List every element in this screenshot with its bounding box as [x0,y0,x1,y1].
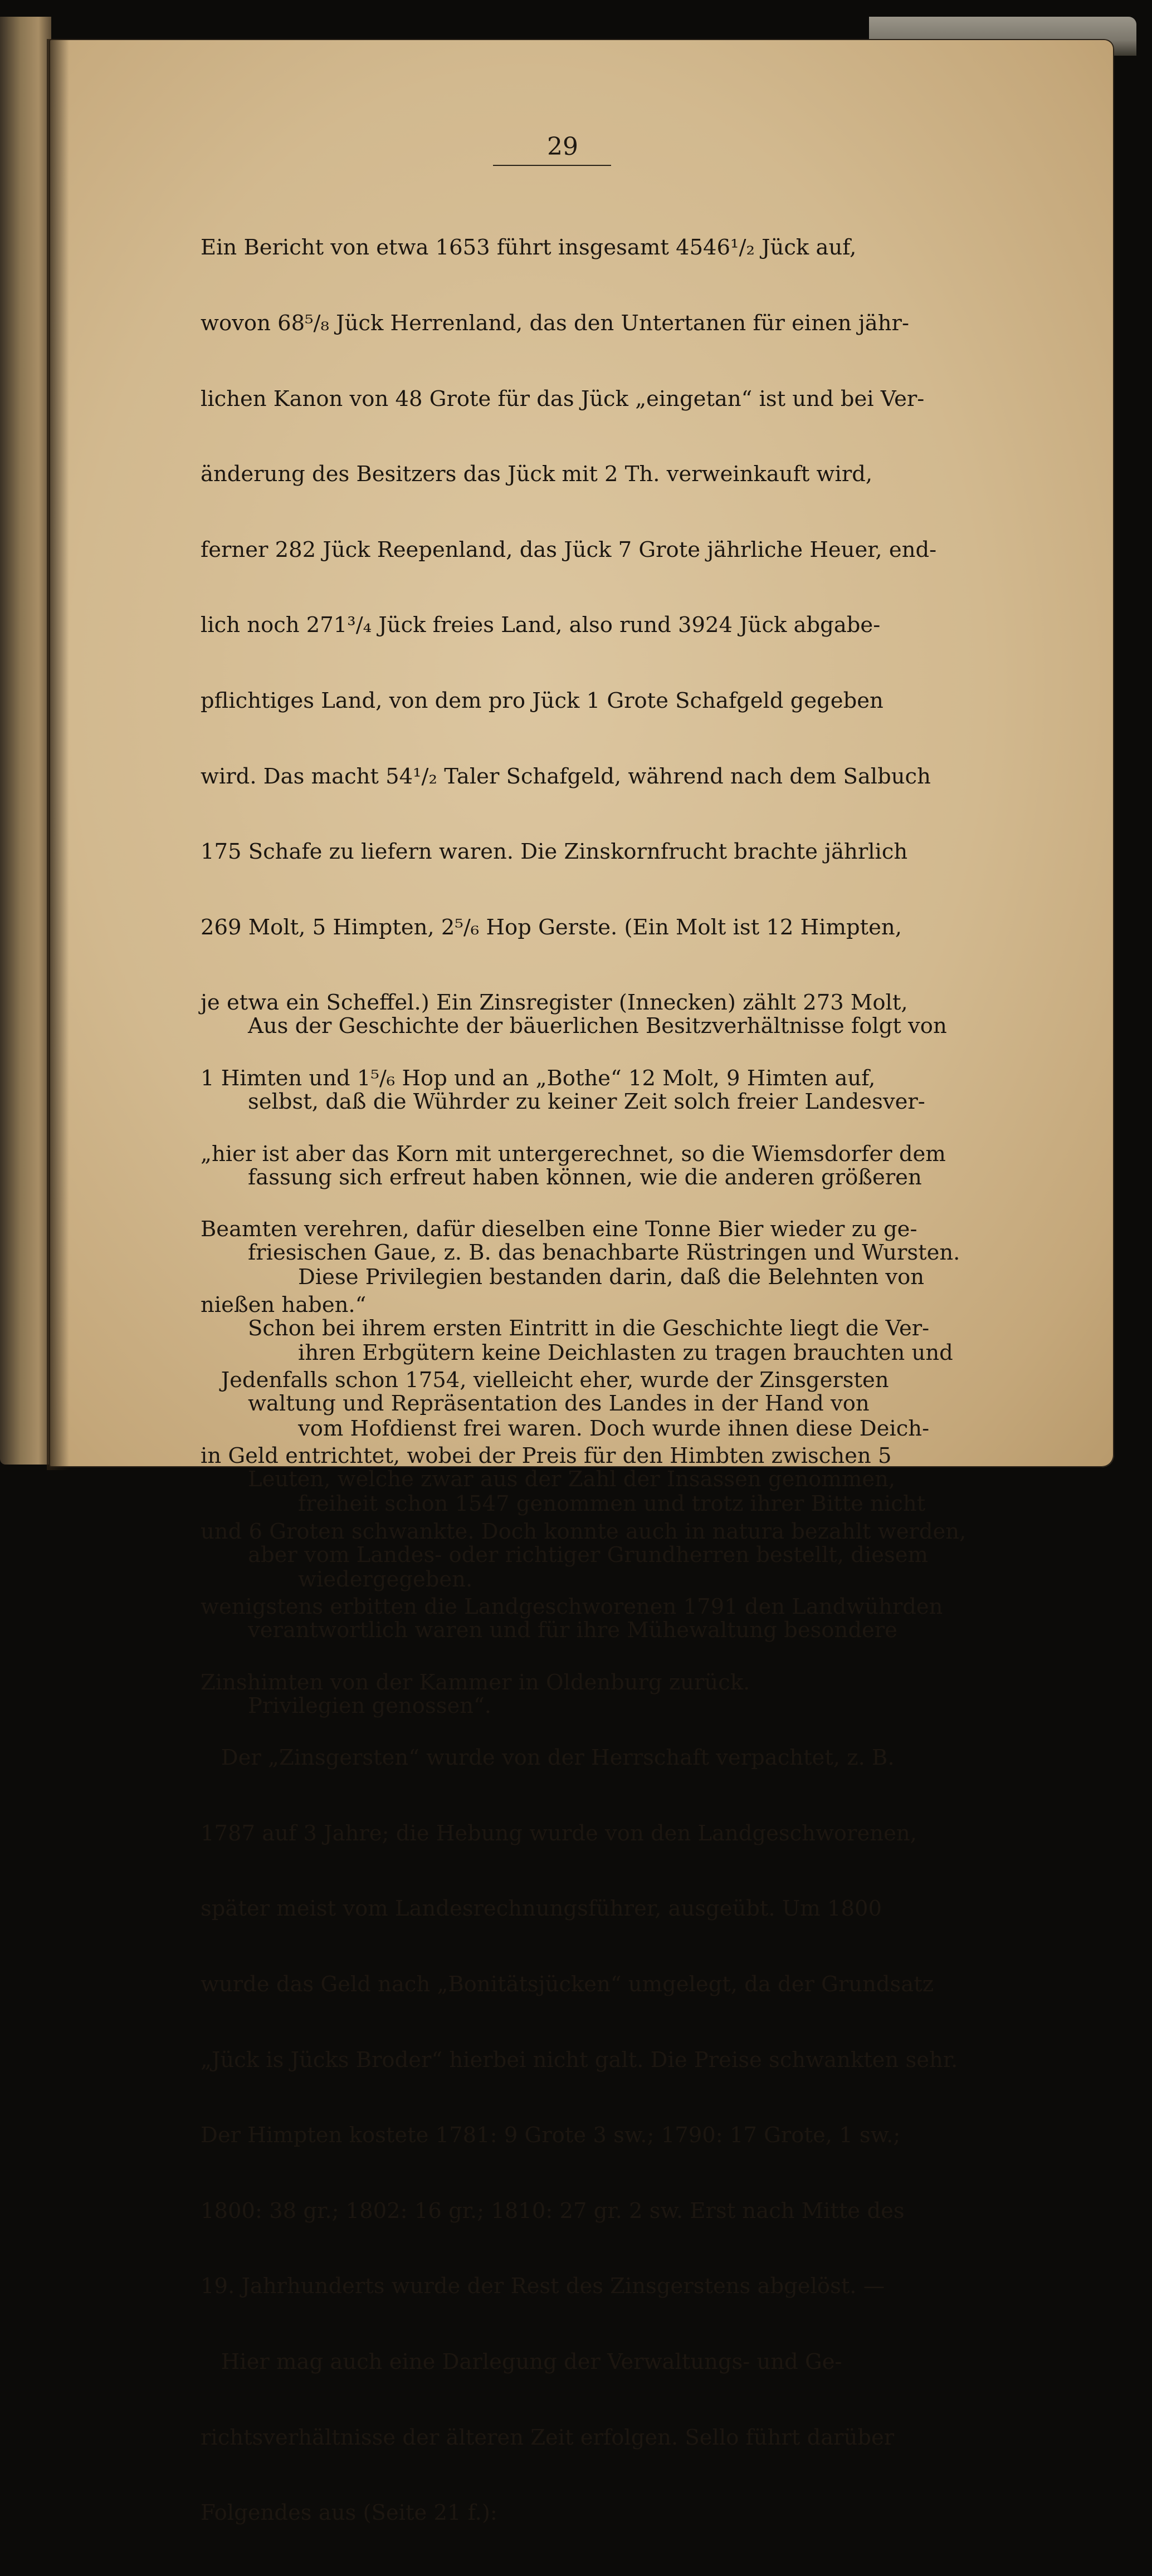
text-line: verantwortlich waren und für ihre Mühewaltung besondere [248,1618,897,1643]
text-line: je etwa ein Scheffel.) Ein Zinsregister (Innecken) zählt 273 Molt, [201,990,908,1016]
text-line: wird. Das macht 54¹/₂ Taler Schafgeld, während nach dem Salbuch [201,763,931,789]
text-line: später meist vom Landesrechnungsführer, ausgeübt. Um 1800 [201,1896,882,1922]
text-line: Diese Privilegien bestanden darin, daß die Belehnten von [298,1265,925,1290]
text-line: friesischen Gaue, z. B. das benachbarte Rüstringen und Wursten. [248,1240,960,1266]
text-line: Schon bei ihrem ersten Eintritt in die Geschichte liegt die Ver- [248,1315,930,1341]
text-line: „Jück is Jücks Broder“ hierbei nicht galt. Die Preise schwankten sehr. [201,2047,958,2073]
text-line: 1 Himten und 1⁵/₆ Hop und an „Bothe“ 12 Molt, 9 Himten auf, [201,1065,876,1091]
spine-shadow [47,39,69,1470]
text-line: richtsverhältnisse der älteren Zeit erfolgen. Sello führt darüber [201,2425,895,2450]
book-page [49,39,1114,2526]
text-line: lichen Kanon von 48 Grote für das Jück „eingetan“ ist und bei Ver- [201,386,925,412]
text-line: Der „Zinsgersten“ wurde von der Herrschaft verpachtet, z. B. [201,1745,895,1771]
text-line: ihren Erbgütern keine Deichlasten zu tragen brauchten und [298,1340,953,1365]
text-line: wovon 68⁵/₈ Jück Herrenland, das den Untertanen für einen jähr- [201,311,909,336]
text-line: ferner 282 Jück Reepenland, das Jück 7 Grote jährliche Heuer, end- [201,537,937,562]
text-line: und 6 Groten schwankte. Doch konnte auch in natura bezahlt werden, [201,1519,966,1544]
text-line: Jedenfalls schon 1754, vielleicht eher, wurde der Zinsgersten [201,1368,889,1393]
text-line: 1787 auf 3 Jahre; die Hebung wurde von den Landgeschworenen, [201,1820,917,1846]
text-line: wiedergegeben. [298,1566,473,1592]
text-line: Ein Bericht von etwa 1653 führt insgesamt 4546¹/₂ Jück auf, [201,235,857,261]
text-line: Privilegien genossen“. [248,1693,491,1718]
page-number-rule [493,165,611,166]
facing-page-edge [0,17,51,1465]
text-line: pflichtiges Land, von dem pro Jück 1 Grote Schafgeld gegeben [201,688,883,713]
text-line: waltung und Repräsentation des Landes in der Hand von [248,1391,870,1417]
text-line: „hier ist aber das Korn mit untergerechnet, so die Wiemsdorfer dem [201,1141,946,1167]
text-line: Der Himpten kostete 1781: 9 Grote 3 sw.; 1790: 17 Grote, 1 sw.; [201,2123,901,2148]
text-line: Beamten verehren, dafür dieselben eine Tonne Bier wieder zu ge- [201,1217,917,1242]
text-line: selbst, daß die Wührder zu keiner Zeit solch freier Landesver- [248,1089,925,1114]
text-line: änderung des Besitzers das Jück mit 2 Th. verweinkauft wird, [201,462,873,487]
indented-paragraph [298,1214,953,1642]
text-line: 269 Molt, 5 Himpten, 2⁵/₆ Hop Gerste. (Ein Molt ist 12 Himpten, [201,914,902,940]
text-line: Zinshimten von der Kammer in Oldenburg zurück. [201,1669,750,1695]
text-line: aber vom Landes- oder richtiger Grundherren bestellt, diesem [248,1542,929,1568]
text-line: 175 Schafe zu liefern waren. Die Zinskornfrucht brachte jährlich [201,839,908,865]
text-line: vom Hofdienst frei waren. Doch wurde ihnen diese Deich- [298,1416,930,1441]
text-line: fassung sich erfreut haben können, wie die anderen größeren [248,1164,922,1190]
text-line: 19. Jahrhunderts wurde der Rest des Zinsgerstens abgelöst. — [201,2274,885,2299]
text-line: freiheit schon 1547 genommen und trotz ihrer Bitte nicht [298,1491,926,1517]
text-line: in Geld entrichtet, wobei der Preis für den Himbten zwischen 5 [201,1443,892,1468]
text-line: Aus der Geschichte der bäuerlichen Besitzverhältnisse folgt von [248,1013,947,1039]
text-line: wurde das Geld nach „Bonitätsjücken“ umgelegt, da der Grundsatz [201,1972,934,1997]
text-line: Leuten, welche zwar aus der Zahl der Insassen genommen, [248,1466,896,1492]
text-line: lich noch 271³/₄ Jück freies Land, also rund 3924 Jück abgabe- [201,613,881,638]
text-line: Folgendes aus (Seite 21 f.): [201,2500,497,2526]
text-line: nießen haben.“ [201,1292,367,1318]
text-line: wenigstens erbitten die Landgeschworenen 1791 den Landwührden [201,1594,943,1620]
text-line: 1800: 38 gr.; 1802: 16 gr.; 1810: 27 gr. 2 sw. Erst nach Mitte des [201,2198,905,2224]
page-number: 29 [547,133,578,161]
text-line: Hier mag auch eine Darlegung der Verwaltungs- und Ge- [201,2349,842,2375]
